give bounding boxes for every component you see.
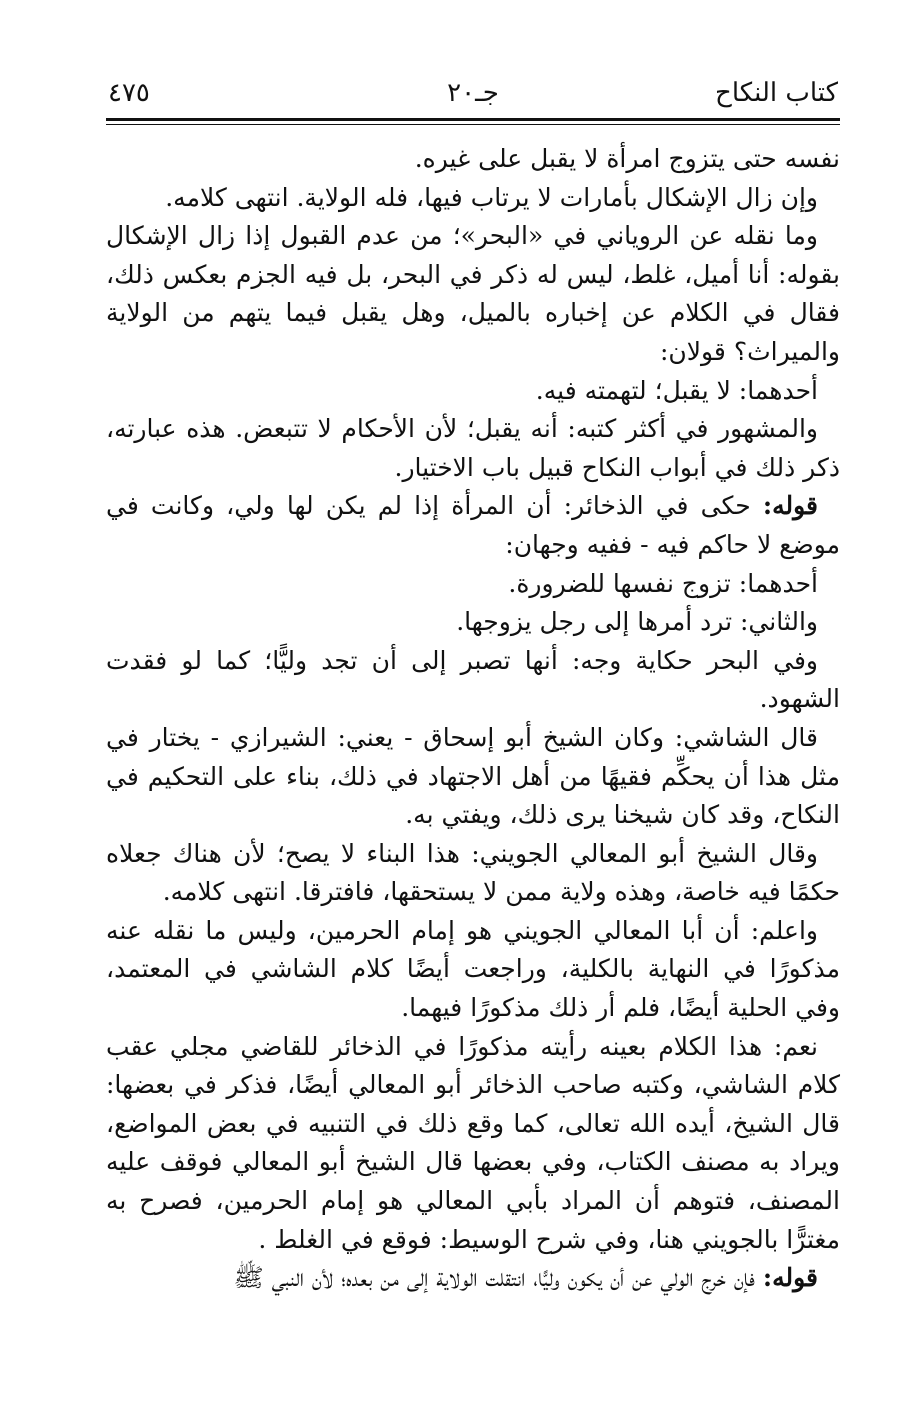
paragraph-text: قال الشاشي: وكان الشيخ أبو إسحاق - يعني: الشيرازي - يختار في مثل هذا أن يحكِّم فقيهًا من أهل الاجتهاد في ذلك، بناء على التحكيم في النكاح، وقد كان شيخنا يرى ذلك، ويفتي به. [106,722,840,830]
paragraph [106,719,840,835]
paragraph-text: وإن زال الإشكال بأمارات لا يرتاب فيها، فله الولاية. انتهى كلامه. [165,182,818,212]
paragraph-text: وفي البحر حكاية وجه: أنها تصبر إلى أن تجد وليًّا؛ كما لو فقدت الشهود. [106,645,840,714]
body-text [106,140,840,1298]
paragraph [106,1028,840,1260]
paragraph [106,835,840,912]
paragraph [106,217,840,371]
paragraph [106,642,840,719]
paragraph [106,487,840,564]
paragraph [106,912,840,1028]
paragraph-lead: قوله: [762,1263,818,1293]
header-rule-thick [106,118,840,121]
running-head [108,76,838,116]
header-rule-thin [106,124,840,125]
paragraph [106,372,840,411]
paragraph-text: واعلم: أن أبا المعالي الجويني هو إمام الحرمين، وليس ما نقله عنه مذكورًا في النهاية بالكلية، وراجعت أيضًا كلام الشاشي في المعتمد، وفي الحلية أيضًا، فلم أر ذلك مذكورًا فيهما. [106,915,840,1023]
paragraph-text: أحدهما: تزوج نفسها للضرورة. [508,568,818,598]
paragraph-text: وقال الشيخ أبو المعالي الجويني: هذا البناء لا يصح؛ لأن هناك جعلاه حكمًا فيه خاصة، وهذه ولاية ممن لا يستحقها، فافترقا. انتهى كلامه. [106,838,840,907]
paragraph [106,603,840,642]
paragraph-text: نفسه حتى يتزوج امرأة لا يقبل على غيره. [414,144,840,173]
paragraph-text: نعم: هذا الكلام بعينه رأيته مذكورًا في الذخائر للقاضي مجلي عقب كلام الشاشي، وكتبه صاحب الذخائر أبو المعالي أيضًا، فذكر في بعضها: قال الشيخ، أيده الله تعالى، كما وقع ذلك في التنبيه في بعض المواضع، ويراد به مصنف الكتاب، وفي بعضها قال الشيخ أبو المعالي فوقف عليه المصنف، فتوهم أن المراد بأبي المعالي هو إمام الحرمين، فصرح به مغترًّا بالجويني هنا، وفي شرح الوسيط: فوقع في الغلط . [106,1031,840,1254]
paragraph-text: فإن خرج الولي عن أن يكون وليًّا، انتقلت الولاية إلى من بعده؛ لأن النبي ﷺ [233,1263,763,1293]
paragraph [106,140,840,179]
paragraph-text: والمشهور في أكثر كتبه: أنه يقبل؛ لأن الأحكام لا تتبعض. هذه عبارته، ذكر ذلك في أبواب النكاح قبيل باب الاختيار. [106,414,840,482]
paragraph-text: وما نقله عن الروياني في «البحر»؛ من عدم القبول إذا زال الإشكال بقوله: أنا أميل، غلط، ليس له ذكر في البحر، بل فيه الجزم بعكس ذلك، فقال في الكلام عن إخباره بالميل، وهل يقبل فيما يتهم من الولاية والميراث؟ قولان: [106,221,840,366]
volume-number: جـ٢٠ [447,78,499,108]
paragraph [106,565,840,604]
paragraph [106,410,840,487]
paragraph-text: أحدهما: لا يقبل؛ لتهمته فيه. [535,375,818,405]
paragraph [106,179,840,218]
paragraph-lead: قوله: [762,491,818,521]
book-title: كتاب النكاح [715,78,838,108]
paragraph-text: والثاني: ترد أمرها إلى رجل يزوجها. [456,607,818,637]
page-number: ٤٧٥ [108,78,150,108]
paragraph-text: حكى في الذخائر: أن المرأة إذا لم يكن لها ولي، وكانت في موضع لا حاكم فيه - ففيه وجهان: [106,491,840,559]
paragraph [106,1259,840,1298]
